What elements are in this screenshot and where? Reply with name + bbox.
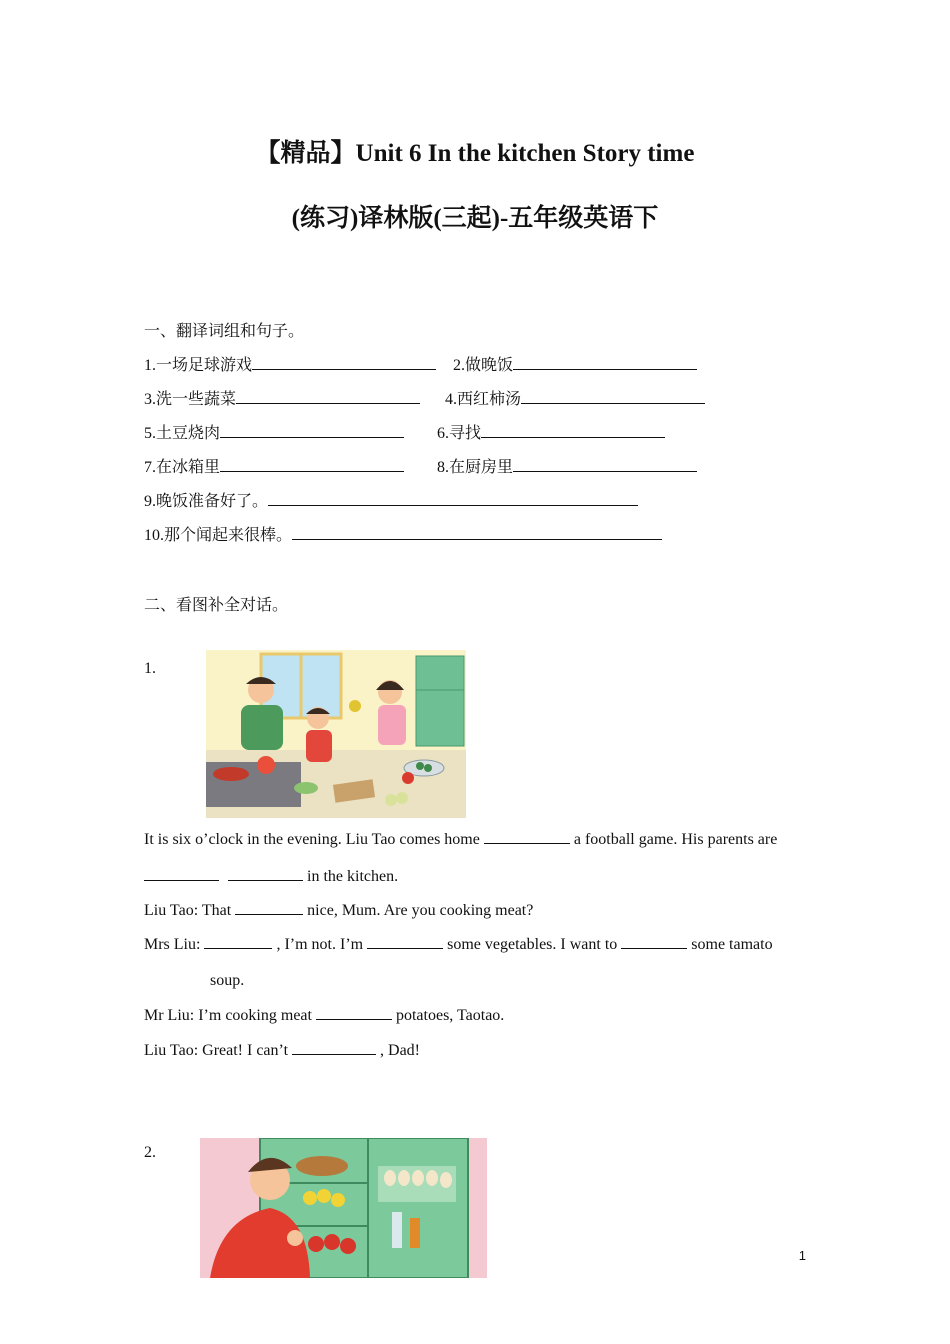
kitchen-scene-illustration	[206, 650, 466, 818]
answer-blank[interactable]	[228, 867, 303, 881]
item-7-label: 7.在冰箱里	[144, 459, 221, 476]
document-title-line1: 【精品】Unit 6 In the kitchen Story time	[255, 140, 695, 167]
answer-blank[interactable]	[292, 1041, 376, 1055]
answer-blank[interactable]	[144, 867, 219, 881]
answer-blank[interactable]	[513, 355, 697, 370]
dialogue-text: in the kitchen.	[307, 868, 399, 885]
answer-blank[interactable]	[235, 901, 303, 915]
answer-blank[interactable]	[220, 457, 404, 472]
item-4-label: 4.西红柿汤	[445, 391, 522, 408]
exercise-row	[144, 420, 404, 443]
dialogue-text: , Dad!	[380, 1042, 420, 1059]
item-6-label: 6.寻找	[437, 425, 482, 442]
section2-heading: 二、看图补全对话。	[144, 597, 289, 614]
fridge-scene-illustration	[200, 1138, 487, 1278]
exercise-row	[144, 352, 436, 375]
answer-blank[interactable]	[484, 830, 570, 844]
item-9-label: 9.晚饭准备好了。	[144, 493, 269, 510]
dialogue-line-6	[144, 1006, 504, 1025]
item-10-label: 10.那个闻起来很棒。	[144, 527, 293, 544]
exercise-row	[437, 454, 697, 477]
answer-blank[interactable]	[521, 389, 705, 404]
dialogue-text: potatoes, Taotao.	[395, 1007, 505, 1024]
question-1-number: 1.	[144, 660, 156, 677]
dialogue-text: Liu Tao: Great! I can’t	[144, 1042, 289, 1059]
exercise-row	[453, 352, 697, 375]
section1-heading: 一、翻译词组和句子。	[144, 323, 305, 340]
dialogue-text: , I’m not. I’m	[276, 936, 364, 953]
item-2-label: 2.做晚饭	[453, 357, 514, 374]
item-8-label: 8.在厨房里	[437, 459, 514, 476]
answer-blank[interactable]	[220, 423, 404, 438]
dialogue-text: Liu Tao: That	[144, 902, 232, 919]
exercise-row	[144, 386, 420, 409]
dialogue-line-1	[144, 830, 777, 849]
answer-blank[interactable]	[292, 525, 662, 540]
page-number: 1	[798, 1248, 806, 1263]
document-title-line2: (练习)译林版(三起)-五年级英语下	[291, 205, 659, 232]
dialogue-text: It is six o’clock in the evening. Liu Tao comes home	[144, 831, 480, 848]
dialogue-line-5: soup.	[210, 972, 245, 989]
answer-blank[interactable]	[621, 935, 687, 949]
exercise-row	[144, 522, 662, 545]
dialogue-line-4	[144, 935, 773, 954]
answer-blank[interactable]	[513, 457, 697, 472]
answer-blank[interactable]	[268, 491, 638, 506]
item-5-label: 5.土豆烧肉	[144, 425, 221, 442]
dialogue-text: Mrs Liu:	[144, 936, 201, 953]
dialogue-line-7	[144, 1041, 420, 1060]
dialogue-line-2	[144, 867, 398, 886]
dialogue-text: nice, Mum. Are you cooking meat?	[307, 902, 534, 919]
dialogue-text: some vegetables. I want to	[447, 936, 618, 953]
dialogue-text: a football game. His parents are	[573, 831, 778, 848]
item-1-label: 1.一场足球游戏	[144, 357, 253, 374]
exercise-row	[144, 488, 638, 511]
question-2-number: 2.	[144, 1144, 156, 1161]
answer-blank[interactable]	[252, 355, 436, 370]
answer-blank[interactable]	[204, 935, 272, 949]
exercise-row	[445, 386, 705, 409]
answer-blank[interactable]	[481, 423, 665, 438]
answer-blank[interactable]	[316, 1006, 392, 1020]
item-3-label: 3.洗一些蔬菜	[144, 391, 237, 408]
answer-blank[interactable]	[367, 935, 443, 949]
exercise-row	[144, 454, 404, 477]
answer-blank[interactable]	[236, 389, 420, 404]
exercise-row	[437, 420, 665, 443]
dialogue-line-3	[144, 901, 533, 920]
dialogue-text: Mr Liu: I’m cooking meat	[144, 1007, 312, 1024]
dialogue-text: some tamato	[691, 936, 773, 953]
